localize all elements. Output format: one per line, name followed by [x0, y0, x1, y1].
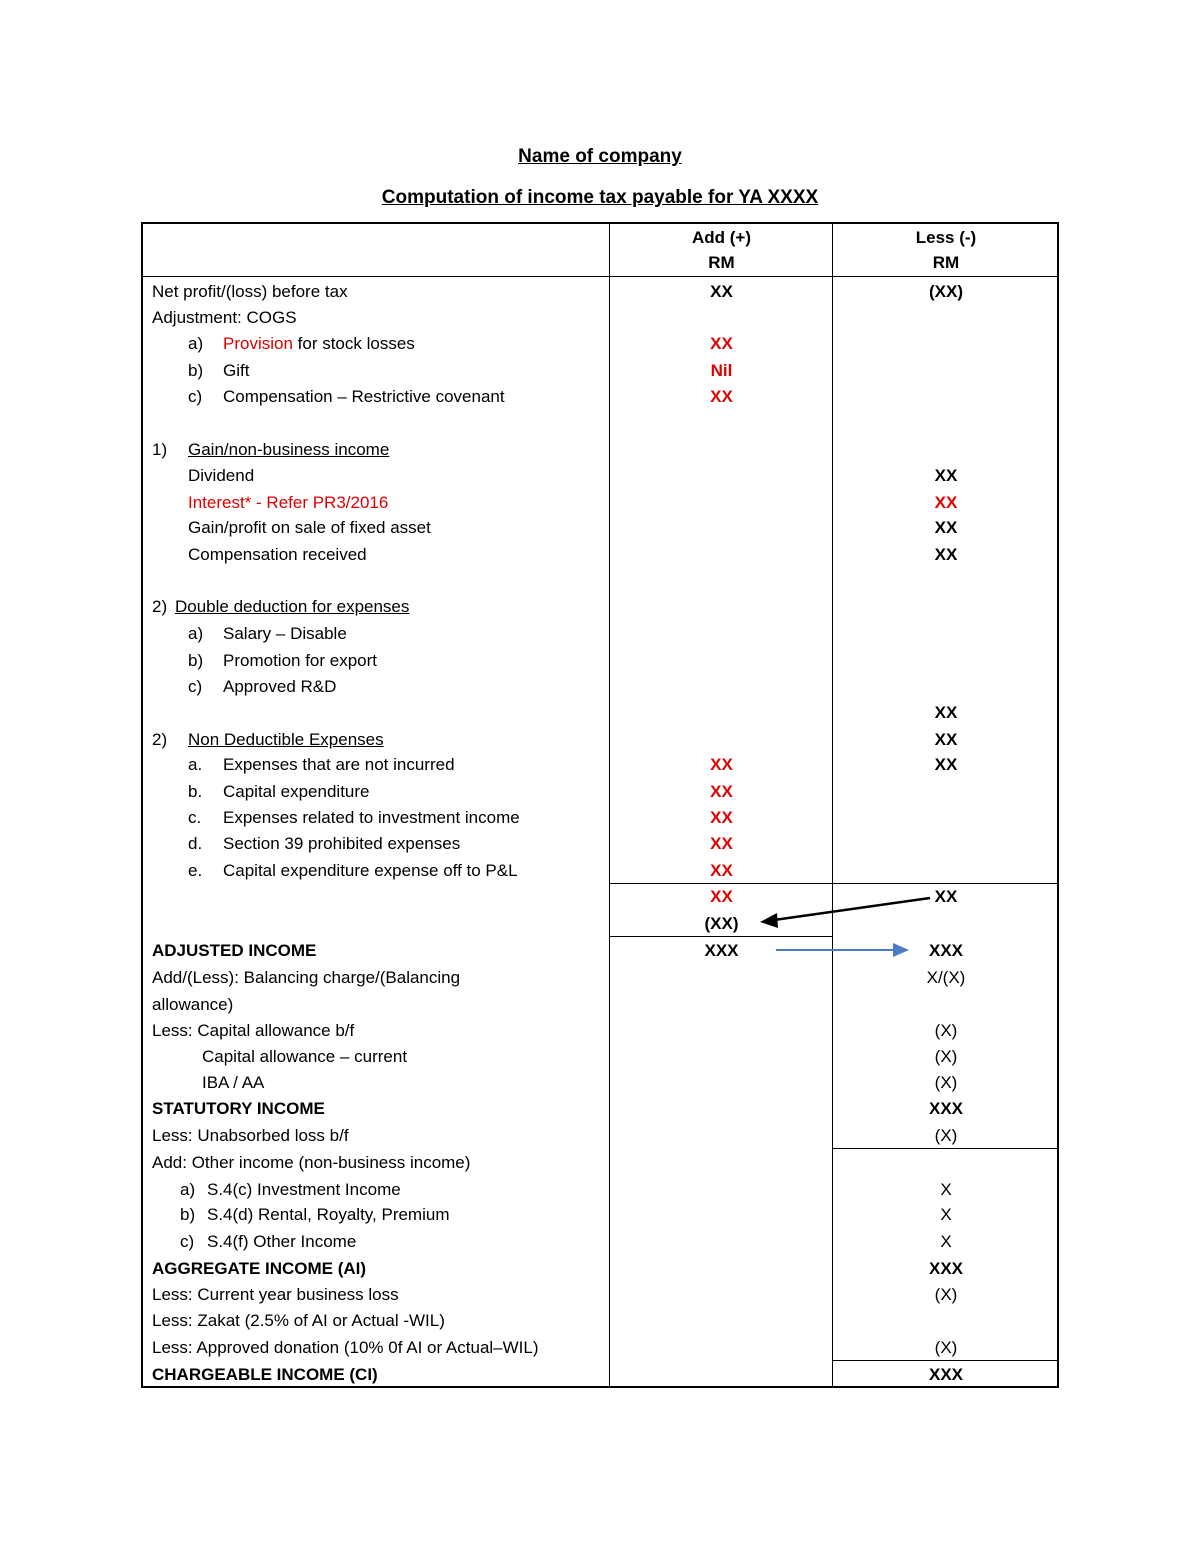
row-marker: 2)	[152, 730, 168, 749]
row-label: S.4(d) Rental, Royalty, Premium	[207, 1205, 450, 1224]
row-label: S.4(c) Investment Income	[207, 1180, 401, 1199]
less-value: XX	[934, 466, 958, 485]
section-heading: Gain/non-business income	[188, 440, 390, 459]
add-value: XX	[710, 755, 733, 774]
row-label: for stock losses	[292, 334, 415, 353]
add-value: XXX	[704, 941, 739, 960]
row-label-highlight: Provision	[223, 334, 293, 353]
row-marker: a)	[188, 624, 204, 643]
row-marker: d.	[188, 834, 203, 853]
row-label: Compensation – Restrictive covenant	[223, 387, 505, 406]
row-label: Add: Other income (non-business income)	[152, 1153, 471, 1172]
row-label: Compensation received	[188, 545, 367, 564]
row-label: Add/(Less): Balancing charge/(Balancing	[152, 968, 461, 987]
blue-arrow	[776, 943, 909, 957]
row-marker: 1)	[152, 440, 168, 459]
add-column-header: Add (+)	[691, 228, 752, 247]
add-value: XX	[710, 808, 733, 827]
row-marker: b)	[180, 1205, 196, 1224]
row-label: Interest* - Refer PR3/2016	[188, 493, 389, 512]
less-value: X	[940, 1205, 952, 1224]
less-column-currency: RM	[932, 253, 960, 272]
add-value: XX	[710, 387, 733, 406]
row-label: Less: Zakat (2.5% of AI or Actual -WIL)	[152, 1311, 445, 1330]
row-marker: e.	[188, 861, 203, 880]
row-marker: c.	[188, 808, 202, 827]
row-label: Salary – Disable	[223, 624, 347, 643]
row-label: Less: Capital allowance b/f	[152, 1021, 355, 1040]
row-label: Capital expenditure	[223, 782, 370, 801]
less-value: XXX	[928, 1259, 964, 1278]
row-label: Less: Current year business loss	[152, 1285, 399, 1304]
row-marker: a.	[188, 755, 203, 774]
row-label: IBA / AA	[202, 1073, 265, 1092]
row-label: Adjustment: COGS	[152, 308, 297, 327]
less-value: XXX	[928, 1365, 964, 1384]
less-value: X/(X)	[926, 968, 966, 987]
less-subtotal: XX	[934, 887, 958, 906]
less-value: (X)	[934, 1073, 958, 1092]
row-label: Promotion for export	[223, 651, 378, 670]
add-value: XX	[710, 861, 733, 880]
row-marker: a)	[188, 334, 204, 353]
add-column-currency: RM	[708, 253, 735, 272]
row-label: Expenses related to investment income	[223, 808, 520, 827]
row-label: Gain/profit on sale of fixed asset	[188, 518, 431, 537]
add-value: XX	[710, 282, 733, 301]
row-label: Expenses that are not incurred	[223, 755, 455, 774]
row-marker: b)	[188, 361, 204, 380]
less-value: XX	[934, 730, 958, 749]
less-value: XX	[934, 545, 958, 564]
row-marker: c)	[188, 387, 203, 406]
row-label: allowance)	[152, 995, 234, 1014]
add-value: XX	[710, 782, 733, 801]
row-label: Less: Unabsorbed loss b/f	[152, 1126, 349, 1145]
row-marker: 2)	[152, 597, 168, 616]
less-value: (X)	[934, 1126, 958, 1145]
row-label: Capital expenditure expense off to P&L	[223, 861, 518, 880]
less-value: (X)	[934, 1021, 958, 1040]
add-deduction: (XX)	[704, 914, 739, 933]
less-value: XXX	[928, 941, 964, 960]
row-label: S.4(f) Other Income	[207, 1232, 357, 1251]
less-value: XX	[934, 518, 958, 537]
row-label: STATUTORY INCOME	[152, 1099, 325, 1118]
row-label: Section 39 prohibited expenses	[223, 834, 461, 853]
row-label: CHARGEABLE INCOME (CI)	[152, 1365, 378, 1384]
black-arrow	[760, 898, 930, 928]
row-marker: b)	[188, 651, 204, 670]
row-marker: a)	[180, 1180, 196, 1199]
less-value: (X)	[934, 1285, 958, 1304]
less-value: (X)	[934, 1338, 958, 1357]
row-label: Dividend	[188, 466, 255, 485]
section-heading: Double deduction for expenses	[175, 597, 410, 616]
less-value: (X)	[934, 1047, 958, 1066]
row-label: Net profit/(loss) before tax	[152, 282, 348, 301]
section-heading: Non Deductible Expenses	[188, 730, 384, 749]
less-value: XXX	[928, 1099, 964, 1118]
less-value: XX	[934, 493, 958, 512]
row-marker: c)	[188, 677, 203, 696]
add-subtotal: XX	[710, 887, 733, 906]
row-label: Capital allowance – current	[202, 1047, 408, 1066]
add-value: XX	[710, 334, 733, 353]
row-label: Approved R&D	[223, 677, 337, 696]
less-value: X	[940, 1232, 952, 1251]
row-label: ADJUSTED INCOME	[152, 941, 317, 960]
add-value: XX	[710, 834, 733, 853]
less-column-header: Less (-)	[915, 228, 977, 247]
row-label: Gift	[223, 361, 250, 380]
row-marker: c)	[180, 1232, 195, 1251]
page-subtitle: Computation of income tax payable for YA XXXX	[381, 187, 819, 208]
row-marker: b.	[188, 782, 203, 801]
page-title: Name of company	[518, 146, 682, 167]
less-value: XX	[934, 703, 958, 722]
add-value: Nil	[710, 361, 733, 380]
less-value: XX	[934, 755, 958, 774]
row-label: Less: Approved donation (10% 0f AI or Actual–WIL)	[152, 1338, 539, 1357]
less-value: (XX)	[929, 282, 963, 301]
less-value: X	[940, 1180, 952, 1199]
row-label: AGGREGATE INCOME (AI)	[152, 1259, 367, 1278]
